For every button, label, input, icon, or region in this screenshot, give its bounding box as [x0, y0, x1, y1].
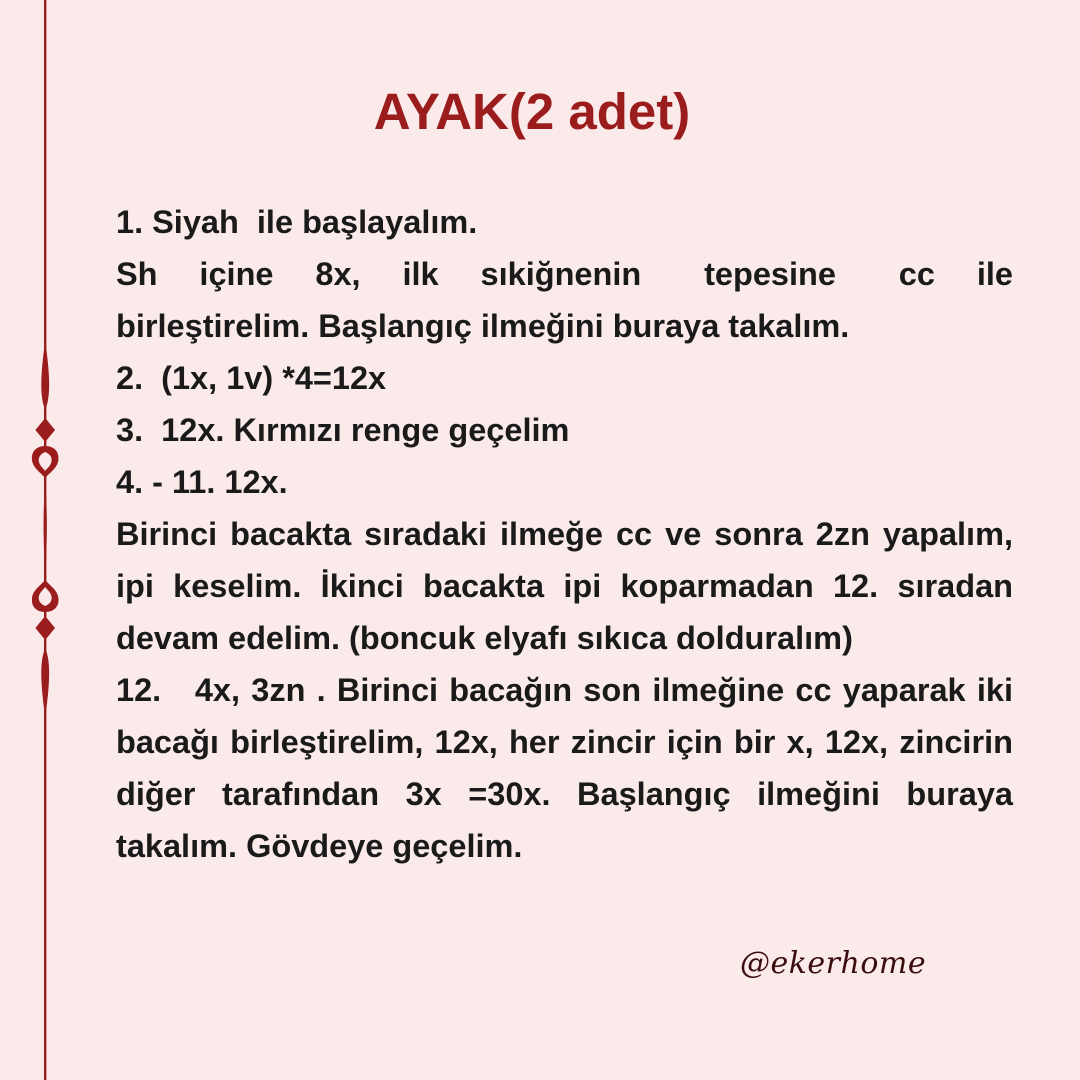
instruction-line: 1. Siyah ile başlayalım.: [116, 204, 478, 240]
instructions-body: [116, 196, 1023, 872]
signature-watermark: @ekerhome: [740, 946, 927, 981]
page-title: AYAK(2 adet): [373, 83, 691, 140]
instruction-line: Birinci bacakta sıradaki ilmeğe cc ve sonra 2zn yapalım, ipi keselim. İkinci bacakta ipi koparmadan 12. sıradan devam edelim. (boncuk elyafı sıkıca dolduralım): [116, 516, 1023, 656]
instruction-line: 3. 12x. Kırmızı renge geçelim: [116, 412, 570, 448]
instruction-line: 12. 4x, 3zn . Birinci bacağın son ilmeğine cc yaparak iki bacağı birleştirelim, 12x, her zincir için bir x, 12x, zincirin diğer tarafından 3x =30x. Başlangıç ilmeğini buraya takalım. Gövdeye geçelim.: [116, 672, 1023, 864]
decorative-vertical-divider-icon: [22, 0, 70, 1080]
instruction-line: 2. (1x, 1v) *4=12x: [116, 360, 387, 396]
instruction-line: 4. - 11. 12x.: [116, 464, 288, 500]
instruction-line: Sh içine 8x, ilk sıkiğnenin tepesine cc ile birleştirelim. Başlangıç ilmeğini buraya takalım.: [116, 256, 1023, 344]
